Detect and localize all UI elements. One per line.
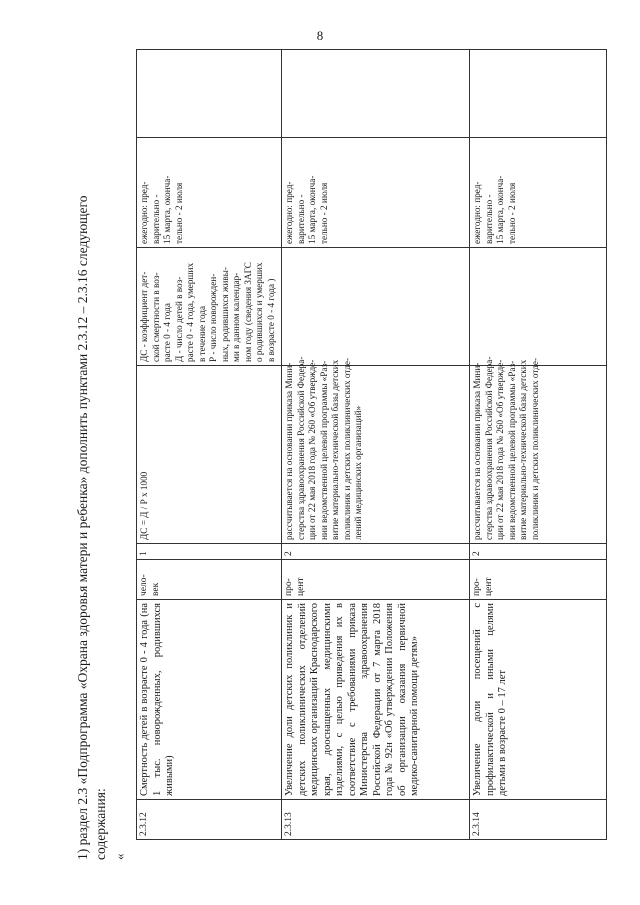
method-line: витие материально-технической базы детских: [518, 359, 528, 540]
frequency-line: варительно -: [483, 194, 494, 244]
indicators-table: [136, 49, 607, 840]
formula-definitions: [282, 248, 470, 366]
unit-of-measure: про-цент: [470, 560, 607, 600]
frequency-line: ежегодно: пред-: [472, 181, 482, 244]
definition-line: ДС - коэффициент дет-: [139, 271, 149, 362]
definition-line: ми в данном календар-: [231, 272, 241, 362]
method-line: стерства здравоохранения Российской Федера-: [295, 356, 306, 540]
formula-definitions: [470, 248, 607, 366]
method-line: поликлиник и детских поликлинических отде-: [529, 357, 540, 540]
unit-of-measure: про-цент: [282, 560, 470, 600]
indicator-name: Увеличение доли детских поликлиник и детских поликлинических отделений медицинских организаций Краснодарского края, дооснащенных медицинскими изделиями, с целью приведения их в соответствие с требованиями приказа Министерства здравоохранения Российской Федерации от 7 марта 2018 года № 92н «Об утверждении Положения об организации оказания первичной медико-санитарной помощи детям»: [282, 600, 470, 800]
definition-line: Р - число новорожден-: [208, 273, 218, 362]
empty-cell: [282, 50, 470, 138]
row-number: 2.3.14: [470, 800, 607, 840]
reporting-frequency: [282, 138, 470, 248]
calculation-method: [282, 356, 470, 544]
frequency-line: варительно -: [150, 194, 161, 244]
formula-definitions: [137, 248, 282, 366]
frequency-line: варительно -: [295, 194, 306, 244]
table-row: [470, 50, 607, 840]
method-line: ции от 22 мая 2018 года № 260 «Об утвержде-: [495, 359, 505, 540]
calculation-method: [470, 356, 607, 544]
frequency-line: тельно - 2 июля: [506, 182, 517, 244]
table-row: [282, 50, 470, 840]
method-line: поликлиник и детских поликлинических отде-: [341, 357, 352, 540]
intro-line: 1) раздел 2.3 «Подпрограмма «Охрана здоровья матери и ребенка» дополнить пунктами 2.3.12 – 2.3.16 следующего: [75, 195, 90, 860]
frequency-line: тельно - 2 июля: [173, 182, 184, 244]
empty-cell: [470, 50, 607, 138]
calculation-formula: ДС = Д / Р х 1000: [137, 366, 282, 544]
method-line: витие материально-технической базы детских: [330, 359, 340, 540]
method-line: нии ведомственной целевой программы «Раз-: [318, 360, 329, 540]
method-line: лений медицинских организаций»: [353, 405, 363, 540]
frequency-line: ежегодно: пред-: [284, 181, 294, 244]
opening-quote: «: [112, 853, 127, 860]
definition-line: расте 0 - 4 года, умерших: [185, 262, 195, 362]
frequency-line: тельно - 2 июля: [318, 182, 329, 244]
frequency-line: 15 марта, оконча-: [307, 175, 317, 244]
row-number: 2.3.12: [137, 800, 282, 840]
definition-line: ской смертности в воз-: [150, 272, 161, 362]
method-line: рассчитывается на основании приказа Мини-: [284, 362, 294, 540]
method-line: ции от 22 мая 2018 года № 260 «Об утвержде-: [307, 359, 317, 540]
page-number: 8: [316, 28, 324, 43]
method-line: нии ведомственной целевой программы «Раз-: [506, 360, 517, 540]
indicator-name: Смертность детей в возрасте 0 - 4 года (на 1 тыс. новорожденных, родившихся живыми): [137, 600, 282, 800]
reporting-frequency: [470, 138, 607, 248]
direction-code: 1: [137, 544, 282, 560]
unit-of-measure: чело-век: [137, 560, 282, 600]
frequency-line: 15 марта, оконча-: [495, 175, 505, 244]
frequency-line: ежегодно: пред-: [139, 181, 149, 244]
definition-line: расте 0 - 4 года: [162, 303, 172, 362]
definition-line: Д - число детей в воз-: [173, 276, 184, 362]
direction-code: 2: [470, 544, 607, 560]
rotated-page-content: [68, 50, 608, 860]
method-line: стерства здравоохранения Российской Федера-: [483, 356, 494, 540]
row-number: 2.3.13: [282, 800, 470, 840]
definition-line: о родившихся и умерших: [254, 262, 264, 362]
direction-code: 2: [282, 544, 470, 560]
definition-line: ных, родившихся живы-: [219, 267, 230, 362]
method-line: рассчитывается на основании приказа Мини-: [472, 362, 482, 540]
definition-line: в течение года: [196, 305, 207, 362]
frequency-line: 15 марта, оконча-: [162, 175, 172, 244]
intro-paragraph: [74, 60, 110, 860]
definition-line: в возрасте 0 - 4 года ): [265, 278, 276, 362]
definition-line: ном году (сведения ЗАГС: [242, 262, 253, 362]
empty-cell: [137, 50, 282, 138]
table-row: [137, 50, 282, 840]
intro-line: содержания:: [93, 788, 108, 860]
indicator-name: Увеличение доли посещений с профилактической и иными целями детьми в возрасте 0 – 17 лет: [470, 600, 607, 800]
reporting-frequency: [137, 138, 282, 248]
